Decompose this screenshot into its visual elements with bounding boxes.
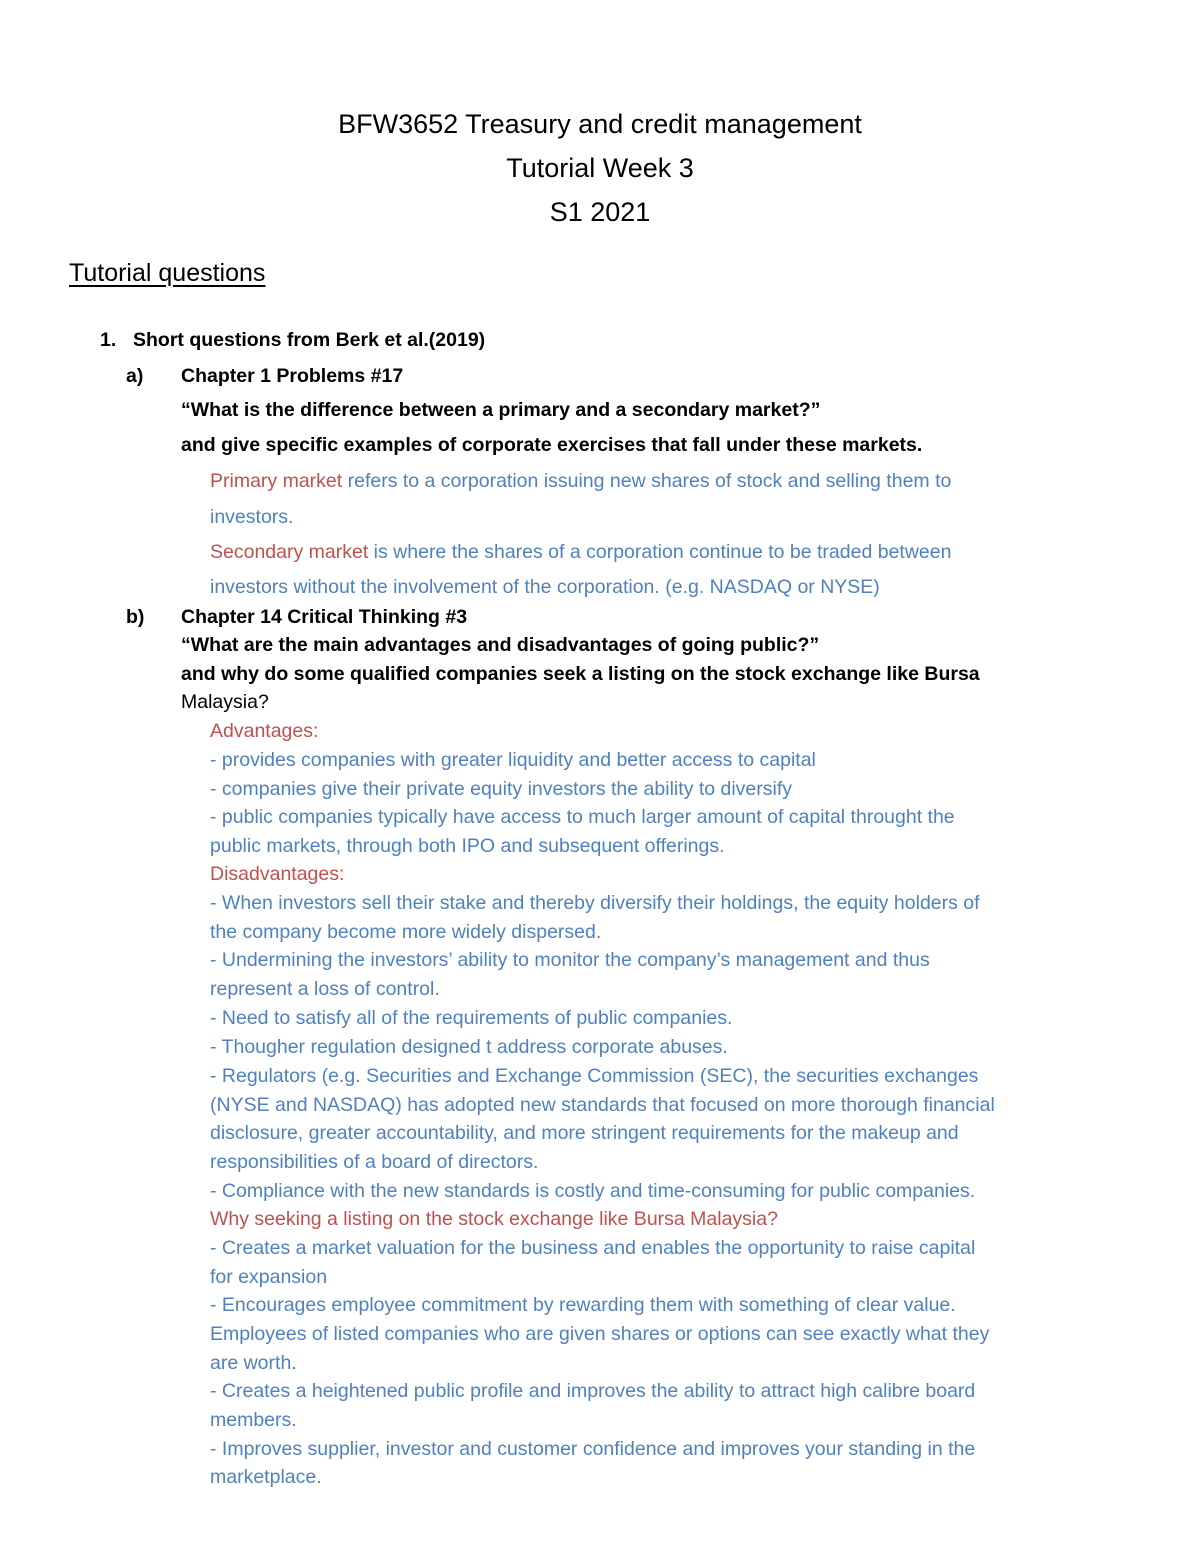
disadvantage-line: - When investors sell their stake and thereby diversify their holdings, the equity holders of	[210, 892, 980, 914]
part-a-title: Chapter 1 Problems #17	[181, 365, 404, 387]
part-a-quote: “What is the difference between a primary and a secondary market?”	[181, 399, 821, 421]
part-a-instruction: and give specific examples of corporate exercises that fall under these markets.	[181, 434, 923, 456]
advantage-line: - public companies typically have access to much larger amount of capital throught the	[210, 806, 955, 828]
disadvantage-line: represent a loss of control.	[210, 978, 440, 1000]
advantages-heading: Advantages:	[210, 720, 319, 742]
disadvantage-line: disclosure, greater accountability, and more stringent requirements for the makeup and	[210, 1122, 959, 1144]
listing-line: for expansion	[210, 1266, 328, 1288]
disadvantage-line: - Regulators (e.g. Securities and Exchange Commission (SEC), the securities exchanges	[210, 1065, 979, 1087]
part-b-quote: “What are the main advantages and disadvantages of going public?”	[181, 634, 820, 656]
semester: S1 2021	[549, 197, 651, 227]
listing-line: - Improves supplier, investor and customer confidence and improves your standing in the	[210, 1438, 976, 1460]
part-a-label: a)	[126, 365, 144, 387]
listing-line: Employees of listed companies who are given shares or options can see exactly what they	[210, 1323, 990, 1345]
disadvantage-line: (NYSE and NASDAQ) has adopted new standards that focused on more thorough financial	[210, 1094, 995, 1116]
disadvantage-line: - Need to satisfy all of the requirements of public companies.	[210, 1007, 733, 1029]
secondary-market-term: Secondary market	[210, 541, 369, 563]
secondary-market-definition: is where the shares of a corporation continue to be traded between	[368, 541, 952, 563]
disadvantage-line: responsibilities of a board of directors.	[210, 1151, 539, 1173]
part-b-instruction: and why do some qualified companies seek a listing on the stock exchange like Bursa	[181, 663, 980, 685]
section-heading: Tutorial questions	[69, 259, 266, 287]
listing-heading: Why seeking a listing on the stock exchange like Bursa Malaysia?	[210, 1208, 778, 1230]
primary-market-answer	[210, 469, 951, 493]
primary-market-term: Primary market	[210, 470, 343, 492]
part-b-instruction-cont: Malaysia?	[181, 691, 269, 713]
listing-line: - Encourages employee commitment by rewarding them with something of clear value.	[210, 1294, 956, 1316]
tutorial-week: Tutorial Week 3	[506, 153, 694, 183]
disadvantage-line: - Undermining the investors’ ability to monitor the company’s management and thus	[210, 949, 930, 971]
advantage-line: - companies give their private equity investors the ability to diversify	[210, 778, 793, 800]
question-number: 1.	[100, 329, 117, 351]
listing-line: are worth.	[210, 1352, 297, 1374]
listing-line: members.	[210, 1409, 297, 1431]
part-b-title: Chapter 14 Critical Thinking #3	[181, 606, 468, 628]
advantage-line: public markets, through both IPO and subsequent offerings.	[210, 835, 725, 857]
primary-market-definition: refers to a corporation issuing new shares of stock and selling them to	[342, 470, 952, 492]
part-b-label: b)	[126, 606, 145, 628]
advantage-line: - provides companies with greater liquidity and better access to capital	[210, 749, 816, 771]
disadvantage-line: - Thougher regulation designed t address corporate abuses.	[210, 1036, 728, 1058]
listing-line: marketplace.	[210, 1466, 322, 1488]
secondary-market-answer	[210, 540, 951, 564]
primary-market-definition-cont: investors.	[210, 506, 294, 528]
disadvantage-line: - Compliance with the new standards is costly and time-consuming for public companies.	[210, 1180, 976, 1202]
listing-line: - Creates a market valuation for the business and enables the opportunity to raise capital	[210, 1237, 976, 1259]
secondary-market-definition-cont: investors without the involvement of the corporation. (e.g. NASDAQ or NYSE)	[210, 576, 880, 598]
listing-line: - Creates a heightened public profile and improves the ability to attract high calibre board	[210, 1380, 976, 1402]
question-text: Short questions from Berk et al.(2019)	[133, 329, 486, 351]
disadvantage-line: the company become more widely dispersed.	[210, 921, 602, 943]
course-title: BFW3652 Treasury and credit management	[338, 109, 862, 139]
disadvantages-heading: Disadvantages:	[210, 863, 345, 885]
